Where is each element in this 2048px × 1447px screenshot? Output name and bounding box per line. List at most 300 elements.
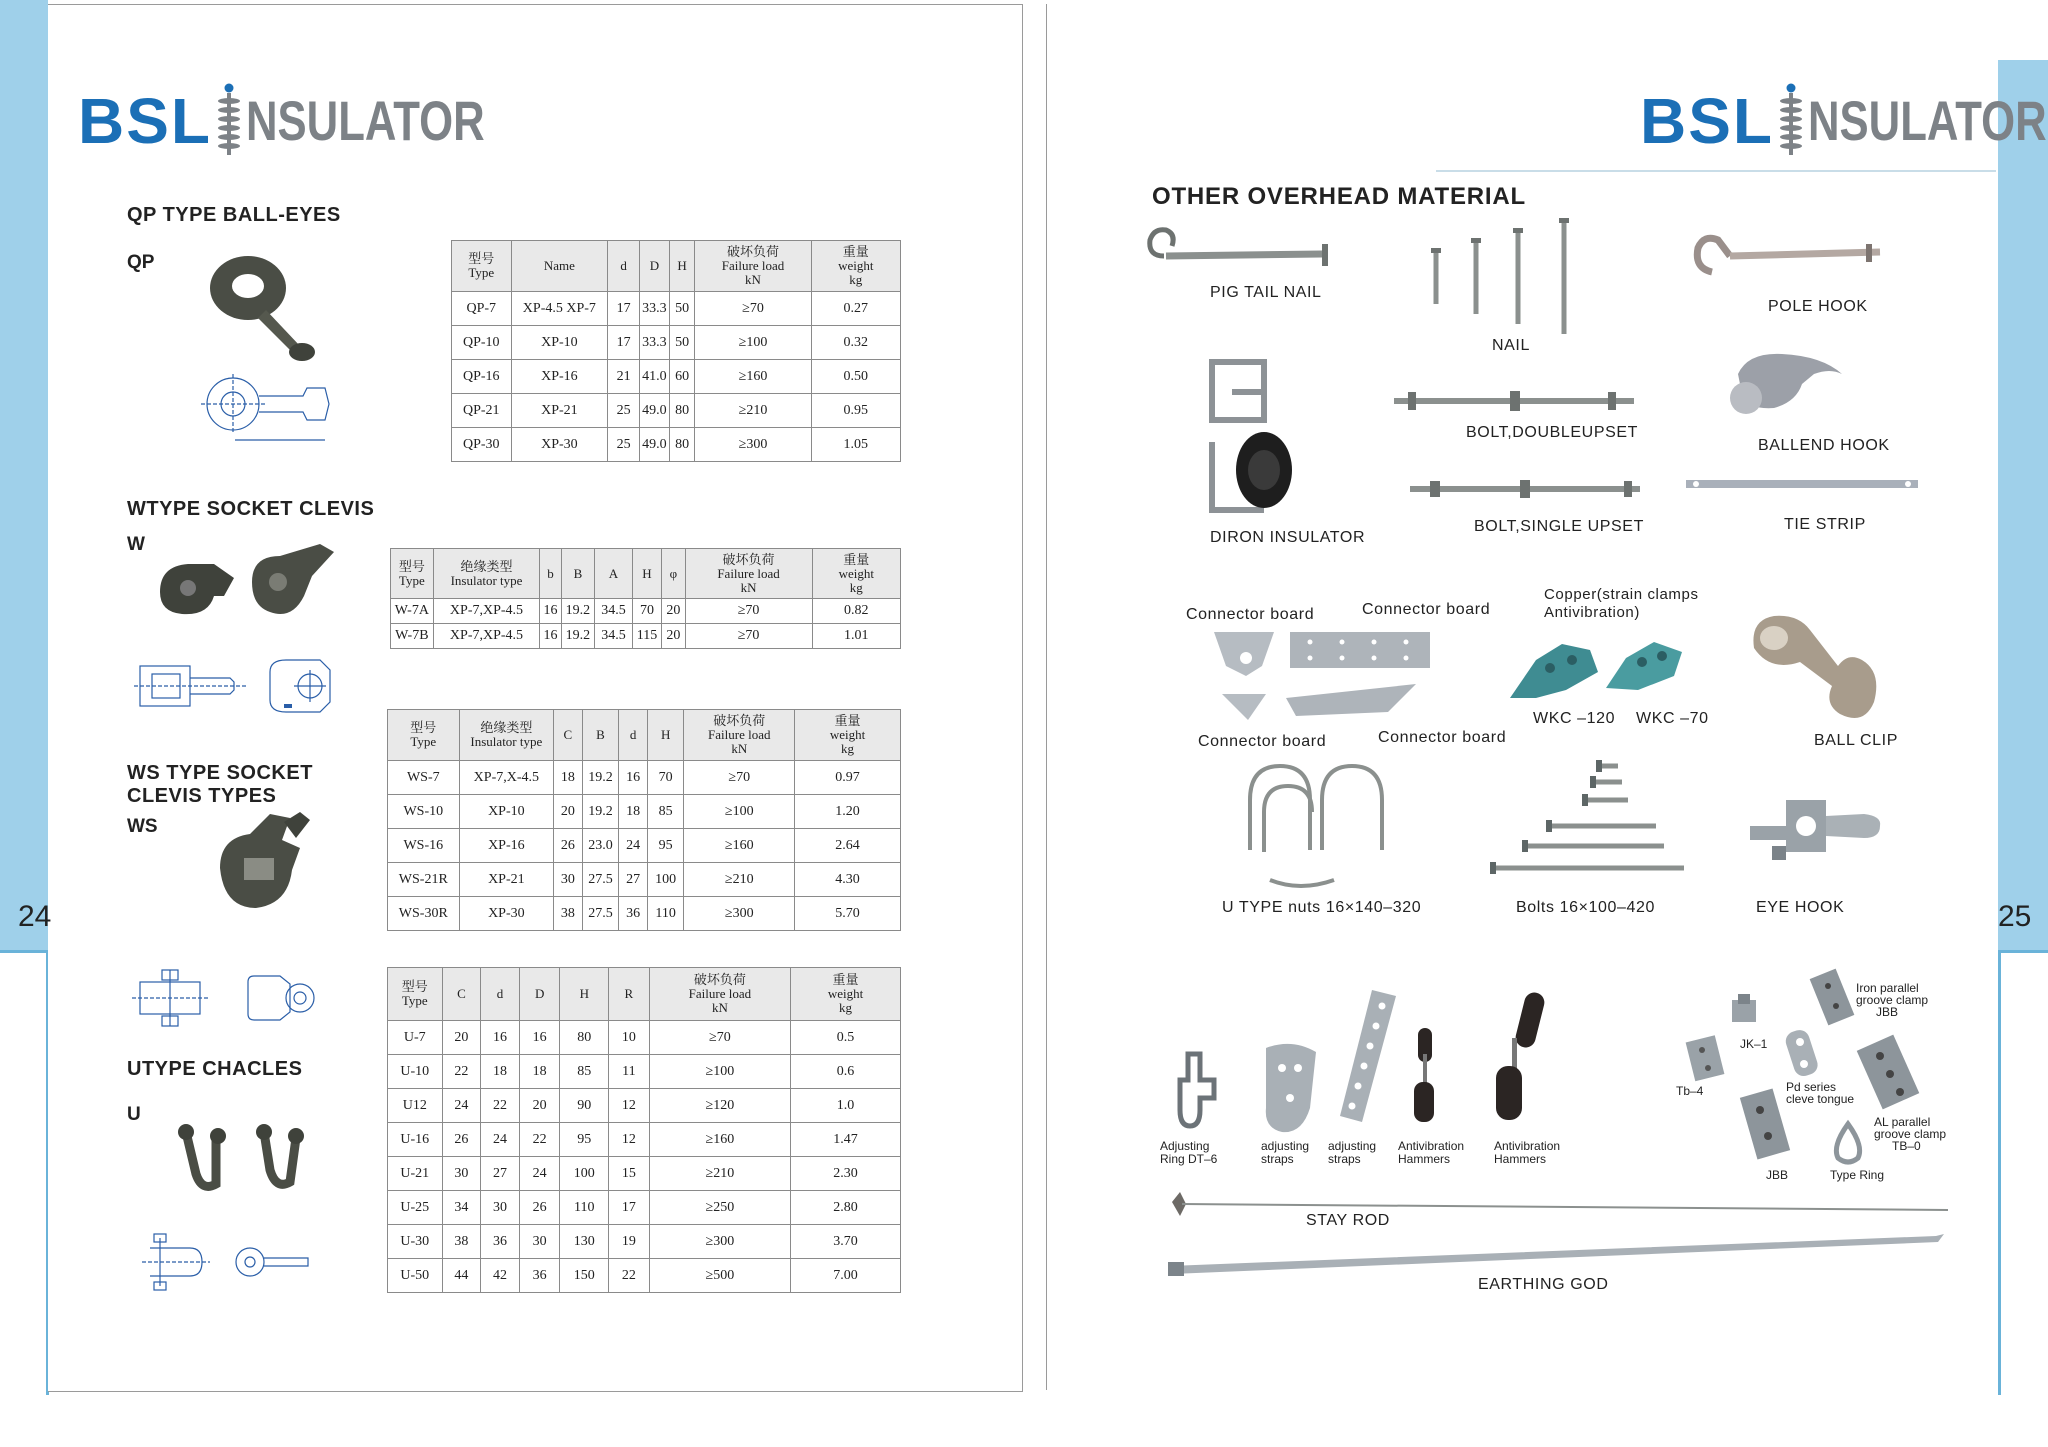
antivibration-hammer-a-photo — [1402, 1024, 1452, 1124]
table-cell: 19.2 — [561, 624, 595, 649]
table-cell: 38 — [442, 1225, 481, 1259]
jbb-clamp-photo — [1736, 1086, 1796, 1166]
table-cell: ≥210 — [649, 1157, 790, 1191]
table-cell: 80 — [560, 1021, 609, 1055]
antivibration-hammer-b-label-line2: Hammers — [1494, 1152, 1547, 1166]
u-code: U — [127, 1104, 141, 1125]
ball-clip-photo — [1744, 608, 1884, 728]
table-cell: 0.82 — [812, 599, 900, 624]
table-cell: 33.3 — [640, 326, 670, 360]
jk1-label: JK–1 — [1740, 1037, 1768, 1051]
col-insulator-type — [433, 549, 540, 599]
table-row — [388, 1055, 901, 1089]
table-cell: 85 — [647, 795, 684, 829]
type-ring-label: Type Ring — [1830, 1168, 1885, 1182]
adjusting-ring-label-line1: Adjusting — [1160, 1139, 1210, 1153]
table-cell: XP-30 — [511, 428, 608, 462]
table-cell: 0.6 — [791, 1055, 901, 1089]
col-failure-load — [684, 710, 795, 761]
w-heading: WTYPE SOCKET CLEVIS — [127, 498, 375, 520]
table-cell: 16 — [540, 624, 561, 649]
table-cell: 27.5 — [582, 863, 619, 897]
table-cell: 0.5 — [791, 1021, 901, 1055]
header-label: 绝缘类型 — [480, 720, 533, 735]
table-row — [388, 795, 901, 829]
bolts-label: Bolts 16×100–420 — [1516, 899, 1656, 916]
header-label: kN — [731, 741, 748, 756]
pole-hook-photo — [1690, 228, 1890, 284]
col-weight — [811, 241, 900, 292]
ball-clip-label: BALL CLIP — [1814, 732, 1898, 749]
header-label: 型号 — [410, 720, 437, 735]
stay-rod-label: STAY ROD — [1306, 1212, 1390, 1229]
table-cell: 20 — [662, 624, 685, 649]
table-cell: WS-10 — [388, 795, 460, 829]
table-cell: ≥500 — [649, 1259, 790, 1293]
table-cell: 17 — [608, 292, 640, 326]
diron-insulator-label: DIRON INSULATOR — [1210, 529, 1366, 546]
table-cell: 20 — [442, 1021, 481, 1055]
connector-board-label-2: Connector board — [1362, 601, 1491, 618]
table-cell: WS-21R — [388, 863, 460, 897]
header-label: 型号 — [401, 979, 428, 994]
table-cell: 17 — [609, 1191, 650, 1225]
insulator-logo-icon — [1778, 83, 1804, 159]
header-label: Type — [398, 572, 425, 588]
al-parallel-clamp-photo — [1854, 1034, 1924, 1114]
tie-strip-photo — [1686, 474, 1918, 494]
table-cell: 100 — [647, 863, 684, 897]
header-label: 型号 — [398, 558, 425, 574]
antivibration-hammer-b-label-line1: Antivibration — [1494, 1139, 1561, 1153]
header-label: Type — [410, 734, 437, 749]
header-label: 重量 — [843, 551, 870, 567]
table-row — [388, 1157, 901, 1191]
table-cell: 90 — [560, 1089, 609, 1123]
jk1-clamp-photo — [1728, 992, 1760, 1026]
table-cell: 16 — [519, 1021, 560, 1055]
connector-board-label-4: Connector board — [1378, 729, 1507, 746]
table-cell: 16 — [619, 761, 648, 795]
jbb-label: JBB — [1766, 1168, 1789, 1182]
col-d: d — [481, 968, 520, 1021]
bolts-photo — [1488, 758, 1684, 878]
table-cell: 3.70 — [791, 1225, 901, 1259]
table-cell: ≥70 — [685, 599, 812, 624]
ws-spec-table — [387, 709, 901, 931]
col-D: D — [519, 968, 560, 1021]
eye-hook-label: EYE HOOK — [1756, 899, 1845, 916]
table-cell: 23.0 — [582, 829, 619, 863]
header-label: 重量 — [842, 244, 869, 259]
table-cell: 30 — [554, 863, 583, 897]
tb4-label: Tb–4 — [1676, 1084, 1704, 1098]
table-cell: 15 — [609, 1157, 650, 1191]
pd-cleve-tongue-label-line2: cleve tongue — [1786, 1092, 1855, 1106]
table-cell: 70 — [647, 761, 684, 795]
earthing-rod-photo — [1166, 1230, 1946, 1280]
left-band-tick — [0, 950, 48, 953]
wkc-120-label: WKC –120 — [1533, 710, 1616, 727]
header-label: weight — [829, 727, 866, 742]
al-parallel-clamp-label-line1: AL parallel — [1874, 1115, 1931, 1129]
table-cell: 150 — [560, 1259, 609, 1293]
table-cell: 20 — [519, 1089, 560, 1123]
table-cell: ≥160 — [649, 1123, 790, 1157]
table-cell: 18 — [481, 1055, 520, 1089]
table-cell: 36 — [481, 1225, 520, 1259]
table-row — [452, 326, 901, 360]
table-cell: U-30 — [388, 1225, 443, 1259]
table-cell: 41.0 — [640, 360, 670, 394]
antivibration-hammer-a-label-line2: Hammers — [1398, 1152, 1451, 1166]
table-cell: QP-16 — [452, 360, 512, 394]
left-side-band — [0, 0, 48, 960]
table-cell: 12 — [609, 1089, 650, 1123]
table-cell: 24 — [519, 1157, 560, 1191]
w-code: W — [127, 534, 145, 555]
page-number-left: 24 — [18, 900, 52, 933]
nail-label: NAIL — [1492, 337, 1530, 354]
table-cell: 21 — [608, 360, 640, 394]
header-label: Type — [401, 993, 428, 1008]
copper-clamps-label-line1: Copper(strain clamps — [1544, 586, 1699, 603]
ws-socket-clevis-photo — [200, 808, 320, 928]
header-label: Insulator type — [450, 572, 523, 588]
table-row — [388, 761, 901, 795]
bolt-double-upset-photo — [1394, 388, 1634, 414]
table-cell: 34.5 — [595, 599, 633, 624]
table-cell: ≥160 — [684, 829, 795, 863]
col-H: H — [632, 549, 661, 599]
table-cell: ≥300 — [684, 897, 795, 931]
col-H: H — [560, 968, 609, 1021]
table-cell: 85 — [560, 1055, 609, 1089]
table-cell: ≥300 — [649, 1225, 790, 1259]
table-cell: U-21 — [388, 1157, 443, 1191]
u-shackle-photo — [172, 1118, 322, 1198]
adjusting-straps-a-photo — [1262, 1038, 1322, 1138]
logo-bsl-text: BSL — [78, 85, 212, 157]
table-cell: XP-21 — [511, 394, 608, 428]
antivibration-hammer-b-photo — [1476, 988, 1556, 1128]
adjusting-straps-b-label-line1: adjusting — [1328, 1139, 1377, 1153]
logo-insulator-text: NSULATOR — [246, 89, 485, 152]
insulator-logo-icon — [216, 83, 242, 159]
col-d: d — [619, 710, 648, 761]
iron-parallel-jbb-label-line2: groove clamp — [1856, 993, 1929, 1007]
table-cell: 27 — [481, 1157, 520, 1191]
tie-strip-label: TIE STRIP — [1784, 516, 1866, 533]
table-cell: 30 — [481, 1191, 520, 1225]
table-cell: 36 — [619, 897, 648, 931]
table-cell: 42 — [481, 1259, 520, 1293]
header-label: Failure load — [717, 565, 780, 581]
table-cell: ≥100 — [695, 326, 811, 360]
adjusting-straps-b-label-line2: straps — [1328, 1152, 1361, 1166]
header-rule-right — [1436, 170, 1996, 172]
header-label: Insulator type — [470, 734, 543, 749]
pd-cleve-tongue-photo — [1782, 1028, 1822, 1080]
col-weight — [812, 549, 900, 599]
table-cell: 4.30 — [795, 863, 901, 897]
table-cell: 50 — [669, 326, 695, 360]
table-cell: 1.20 — [795, 795, 901, 829]
header-label: 重量 — [834, 713, 861, 728]
connector-board-photo — [1212, 628, 1432, 728]
qp-technical-drawing — [195, 372, 345, 450]
adjusting-straps-a-label-line1: adjusting — [1261, 1139, 1310, 1153]
table-cell: 80 — [669, 428, 695, 462]
page-title: OTHER OVERHEAD MATERIAL — [1152, 183, 1526, 210]
header-label: 破坏负荷 — [722, 551, 775, 567]
table-cell: 22 — [609, 1259, 650, 1293]
table-cell: XP-21 — [459, 863, 554, 897]
col-H: H — [669, 241, 695, 292]
table-cell: 60 — [669, 360, 695, 394]
table-cell: 36 — [519, 1259, 560, 1293]
u-heading: UTYPE CHACLES — [127, 1058, 303, 1080]
table-cell: 20 — [662, 599, 685, 624]
header-label: Type — [468, 265, 495, 280]
adjusting-ring-label-line2: Ring DT–6 — [1160, 1152, 1218, 1166]
table-cell: 44 — [442, 1259, 481, 1293]
table-cell: ≥70 — [685, 624, 812, 649]
table-cell: WS-16 — [388, 829, 460, 863]
page-number-right: 25 — [1998, 900, 2032, 933]
header-label: kg — [839, 1000, 853, 1015]
al-parallel-clamp-label-line2: groove clamp — [1874, 1127, 1947, 1141]
pd-cleve-tongue-label-line1: Pd series — [1786, 1080, 1837, 1094]
col-type — [452, 241, 512, 292]
col-d: d — [608, 241, 640, 292]
table-cell: W-7A — [391, 599, 434, 624]
table-cell: 2.30 — [791, 1157, 901, 1191]
table-cell: 24 — [481, 1123, 520, 1157]
table-cell: 49.0 — [640, 428, 670, 462]
header-label: Failure load — [708, 727, 771, 742]
header-label: 破坏负荷 — [693, 972, 746, 987]
table-row — [388, 1225, 901, 1259]
table-cell: ≥210 — [695, 394, 811, 428]
col-B: B — [561, 549, 595, 599]
logo-insulator-text: NSULATOR — [1808, 89, 2047, 152]
al-parallel-clamp-label-line3: TB–0 — [1892, 1139, 1921, 1153]
table-cell: 30 — [519, 1225, 560, 1259]
table-cell: 30 — [442, 1157, 481, 1191]
eye-hook-photo — [1746, 786, 1886, 866]
table-cell: 26 — [442, 1123, 481, 1157]
table-cell: 7.00 — [791, 1259, 901, 1293]
table-cell: 27.5 — [582, 897, 619, 931]
col-R: R — [609, 968, 650, 1021]
table-cell: U-16 — [388, 1123, 443, 1157]
table-cell: 19.2 — [582, 795, 619, 829]
ws-technical-drawing — [130, 966, 330, 1032]
table-cell: 115 — [632, 624, 661, 649]
table-cell: ≥250 — [649, 1191, 790, 1225]
w-socket-clevis-photo — [152, 542, 342, 642]
table-cell: ≥160 — [695, 360, 811, 394]
u-type-nuts-label: U TYPE nuts 16×140–320 — [1222, 899, 1422, 916]
table-cell: ≥70 — [649, 1021, 790, 1055]
col-failure-load — [695, 241, 811, 292]
header-label: weight — [838, 258, 874, 273]
table-cell: 19.2 — [561, 599, 595, 624]
table-cell: WS-7 — [388, 761, 460, 795]
table-cell: XP-10 — [511, 326, 608, 360]
header-label: Failure load — [688, 986, 752, 1001]
header-label: 破坏负荷 — [713, 713, 766, 728]
table-cell: U-25 — [388, 1191, 443, 1225]
iron-parallel-jbb-photo — [1808, 968, 1858, 1028]
header-label: kN — [711, 1000, 728, 1015]
table-cell: 34.5 — [595, 624, 633, 649]
wkc-70-label: WKC –70 — [1636, 710, 1709, 727]
bolt-single-upset-photo — [1410, 478, 1640, 500]
w-technical-drawing — [130, 652, 370, 724]
qp-code: QP — [127, 252, 155, 273]
adjusting-straps-b-photo — [1334, 986, 1400, 1126]
col-C: C — [554, 710, 583, 761]
table-cell: U-10 — [388, 1055, 443, 1089]
pig-tail-nail-photo — [1146, 226, 1336, 286]
col-type — [391, 549, 434, 599]
table-cell: 16 — [481, 1021, 520, 1055]
u-technical-drawing — [140, 1230, 320, 1294]
u-type-nuts-photo — [1240, 760, 1400, 890]
table-row — [388, 863, 901, 897]
table-cell: 0.97 — [795, 761, 901, 795]
table-cell: 130 — [560, 1225, 609, 1259]
table-cell: WS-30R — [388, 897, 460, 931]
connector-board-label-3: Connector board — [1198, 733, 1327, 750]
table-cell: ≥100 — [649, 1055, 790, 1089]
antivibration-hammer-a-label-line1: Antivibration — [1398, 1139, 1465, 1153]
stay-rod-photo — [1170, 1186, 1950, 1220]
table-cell: 24 — [442, 1089, 481, 1123]
table-cell: 22 — [519, 1123, 560, 1157]
nail-photo — [1426, 218, 1576, 334]
ws-heading-line2: CLEVIS TYPES — [127, 785, 277, 807]
table-cell: 1.0 — [791, 1089, 901, 1123]
table-cell: 25 — [608, 428, 640, 462]
w-header-row — [391, 549, 901, 599]
header-label: weight — [827, 986, 864, 1001]
table-cell: ≥70 — [695, 292, 811, 326]
table-row — [391, 599, 901, 624]
table-cell: U-50 — [388, 1259, 443, 1293]
col-name: Name — [511, 241, 608, 292]
table-row — [388, 1123, 901, 1157]
table-cell: XP-7,X-4.5 — [459, 761, 554, 795]
table-row — [391, 624, 901, 649]
table-row — [388, 1191, 901, 1225]
col-weight — [795, 710, 901, 761]
table-cell: QP-7 — [452, 292, 512, 326]
copper-clamps-label-line2: Antivibration) — [1544, 604, 1640, 621]
table-cell: U-7 — [388, 1021, 443, 1055]
right-band-edge — [1998, 950, 2001, 1395]
table-row — [452, 428, 901, 462]
table-cell: XP-16 — [511, 360, 608, 394]
bolt-single-upset-label: BOLT,SINGLE UPSET — [1474, 518, 1644, 535]
table-cell: XP-4.5 XP-7 — [511, 292, 608, 326]
tb4-clamp-photo — [1686, 1034, 1726, 1084]
table-cell: 18 — [519, 1055, 560, 1089]
ws-code: WS — [127, 816, 158, 837]
table-cell: 49.0 — [640, 394, 670, 428]
table-row — [388, 829, 901, 863]
table-cell: 16 — [540, 599, 561, 624]
table-cell: 110 — [647, 897, 684, 931]
diron-insulator-photo — [1204, 352, 1324, 522]
table-cell: 33.3 — [640, 292, 670, 326]
right-band-tick — [1998, 950, 2048, 953]
table-row — [388, 1089, 901, 1123]
table-cell: 22 — [442, 1055, 481, 1089]
bolt-double-upset-label: BOLT,DOUBLEUPSET — [1466, 424, 1639, 441]
table-cell: 17 — [608, 326, 640, 360]
table-cell: 1.01 — [812, 624, 900, 649]
table-cell: XP-7,XP-4.5 — [433, 624, 540, 649]
col-phi: φ — [662, 549, 685, 599]
table-cell: 0.27 — [811, 292, 900, 326]
col-b: b — [540, 549, 561, 599]
left-side-band-bottom — [0, 950, 48, 1395]
table-cell: 38 — [554, 897, 583, 931]
table-cell: ≥100 — [684, 795, 795, 829]
col-B: B — [582, 710, 619, 761]
table-row — [452, 360, 901, 394]
col-type — [388, 710, 460, 761]
table-cell: 2.80 — [791, 1191, 901, 1225]
col-A: A — [595, 549, 633, 599]
table-cell: 110 — [560, 1191, 609, 1225]
table-cell: 26 — [519, 1191, 560, 1225]
table-cell: 5.70 — [795, 897, 901, 931]
table-cell: 95 — [647, 829, 684, 863]
table-cell: XP-30 — [459, 897, 554, 931]
table-cell: U12 — [388, 1089, 443, 1123]
table-cell: 80 — [669, 394, 695, 428]
header-label: 破坏负荷 — [726, 244, 779, 259]
col-weight — [791, 968, 901, 1021]
brand-logo-right — [1640, 86, 2048, 156]
table-cell: XP-10 — [459, 795, 554, 829]
header-label: weight — [838, 565, 874, 581]
table-cell: 12 — [609, 1123, 650, 1157]
header-label: kg — [849, 579, 863, 595]
earthing-god-label: EARTHING GOD — [1478, 1276, 1609, 1293]
table-cell: 19.2 — [582, 761, 619, 795]
table-cell: ≥210 — [684, 863, 795, 897]
table-cell: XP-7,XP-4.5 — [433, 599, 540, 624]
col-insulator-type — [459, 710, 554, 761]
table-cell: 0.95 — [811, 394, 900, 428]
table-cell: W-7B — [391, 624, 434, 649]
header-label: kN — [745, 272, 761, 287]
table-cell: QP-10 — [452, 326, 512, 360]
header-label: 绝缘类型 — [460, 558, 513, 574]
table-cell: 0.50 — [811, 360, 900, 394]
strain-clamps-photo — [1506, 628, 1686, 704]
table-cell: 18 — [554, 761, 583, 795]
table-cell: 22 — [481, 1089, 520, 1123]
col-D: D — [640, 241, 670, 292]
header-label: kg — [849, 272, 863, 287]
ws-heading-line1: WS TYPE SOCKET — [127, 762, 313, 784]
